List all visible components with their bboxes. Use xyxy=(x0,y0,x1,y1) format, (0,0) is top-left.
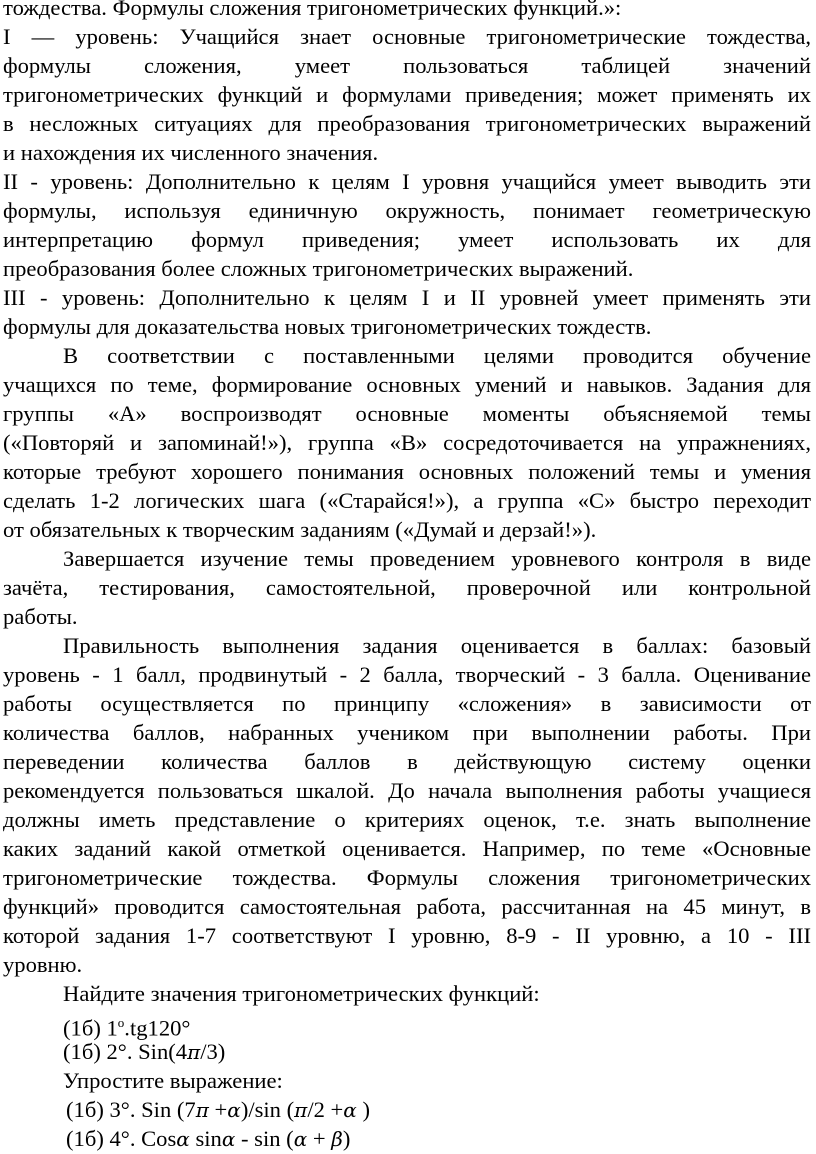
simplify-heading: Упростите выражение: xyxy=(63,1068,283,1093)
text-line: сделать 1-2 логических шага («Старайся!»), а группа «С» быстро переходит xyxy=(3,488,811,513)
task-3-mid: )/sin ( xyxy=(240,1097,295,1122)
pi-symbol: π xyxy=(195,1098,209,1122)
text-line: уровень - 1 балл, продвинутый - 2 балла, творческий - 3 балла. Оценивание xyxy=(3,662,811,687)
text-line: работы осуществляется по принципу «сложения» в зависимости от xyxy=(3,691,811,716)
text-line: переведении количества баллов в действующую систему оценки xyxy=(3,749,811,774)
text-line: должны иметь представление о критериях оценок, т.е. знать выполнение xyxy=(3,807,811,832)
task-1-prefix: (1б) 1 xyxy=(63,1015,118,1041)
text-line: в несложных ситуациях для преобразования тригонометрических выражений xyxy=(3,111,811,136)
task-2-prefix: (1б) 2°. Sin(4 xyxy=(63,1039,188,1064)
text-line: преобразования более сложных тригонометрических выражений. xyxy=(3,256,634,281)
task-4-minus: - sin ( xyxy=(235,1126,294,1151)
task-3 xyxy=(66,1095,370,1125)
alpha-symbol: α xyxy=(227,1098,241,1122)
text-line: и нахождения их численного значения. xyxy=(3,140,379,165)
text-line: В соответствии с поставленными целями проводится обучение xyxy=(63,343,811,368)
task-1-rest: .tg120° xyxy=(124,1015,191,1041)
pi-symbol: π xyxy=(294,1098,308,1122)
text-line: уровню. xyxy=(3,952,83,977)
text-line: тригонометрические тождества. Формулы сложения тригонометрических xyxy=(3,865,811,890)
plus-sign: + xyxy=(307,1126,326,1151)
text-line: количества баллов, набранных учеником при выполнении работы. При xyxy=(3,720,811,745)
task-4 xyxy=(66,1124,350,1154)
pi-symbol: π xyxy=(187,1040,201,1064)
task-2-rest: /3) xyxy=(200,1039,226,1064)
text-line: работы. xyxy=(3,604,78,629)
text-line: рекомендуется пользоваться шкалой. До начала выполнения работы учащиеся xyxy=(3,778,811,803)
plus-sign: + xyxy=(214,1097,228,1122)
sin-label: sin xyxy=(189,1126,222,1151)
task-1-superscript: o xyxy=(117,1015,125,1030)
alpha-symbol: α xyxy=(343,1098,357,1122)
text-line: Правильность выполнения задания оценивается в баллах: базовый xyxy=(63,633,811,658)
text-line: зачёта, тестирования, самостоятельной, проверочной или контрольной xyxy=(3,575,811,600)
text-line: Завершается изучение темы проведением уровневого контроля в виде xyxy=(63,546,811,571)
text-line: интерпретацию формул приведения; умеет использовать их для xyxy=(3,227,811,252)
text-line: формулы, используя единичную окружность, понимает геометрическую xyxy=(3,198,811,223)
text-line: Найдите значения тригонометрических функций: xyxy=(63,981,540,1006)
text-line: учащихся по теме, формирование основных умений и навыков. Задания для xyxy=(3,372,811,397)
task-3-half: /2 + xyxy=(307,1097,344,1122)
text-line: функций» проводится самостоятельная работа, рассчитанная на 45 минут, в xyxy=(3,894,811,919)
task-4-prefix: (1б) 4°. Cos xyxy=(66,1126,177,1151)
text-line: каких заданий какой отметкой оценивается. Например, по теме «Основные xyxy=(3,836,811,861)
task-4-end: ) xyxy=(342,1126,351,1151)
alpha-symbol: α xyxy=(293,1127,308,1151)
text-line: формулы сложения, умеет пользоваться таблицей значений xyxy=(3,53,811,78)
text-line: («Повторяй и запоминай!»), группа «В» сосредоточивается на упражнениях, xyxy=(3,430,811,455)
alpha-symbol: α xyxy=(176,1127,190,1151)
text-line: которой задания 1-7 соответствуют I уровню, 8-9 - II уровню, а 10 - III xyxy=(3,923,811,948)
text-line: тождества. Формулы сложения тригонометрических функций.»: xyxy=(3,0,622,20)
text-line: II - уровень: Дополнительно к целям I уровня учащийся умеет выводить эти xyxy=(3,169,811,194)
text-line: формулы для доказательства новых тригонометрических тождеств. xyxy=(3,314,652,339)
text-line: которые требуют хорошего понимания основных положений темы и умения xyxy=(3,459,811,484)
text-line: группы «А» воспроизводят основные моменты объясняемой темы xyxy=(3,401,811,426)
beta-symbol: β xyxy=(331,1127,343,1151)
task-3-end: ) xyxy=(356,1097,370,1122)
task-3-prefix: (1б) 3°. Sin (7 xyxy=(66,1097,196,1122)
text-line: тригонометрических функций и формулами приведения; может применять их xyxy=(3,82,811,107)
text-line: от обязательных к творческим заданиям («Думай и дерзай!»). xyxy=(3,517,597,542)
alpha-symbol: α xyxy=(221,1127,236,1151)
text-line: I — уровень: Учащийся знает основные тригонометрические тождества, xyxy=(3,24,811,49)
text-line: III - уровень: Дополнительно к целям I и II уровней умеет применять эти xyxy=(3,285,811,310)
